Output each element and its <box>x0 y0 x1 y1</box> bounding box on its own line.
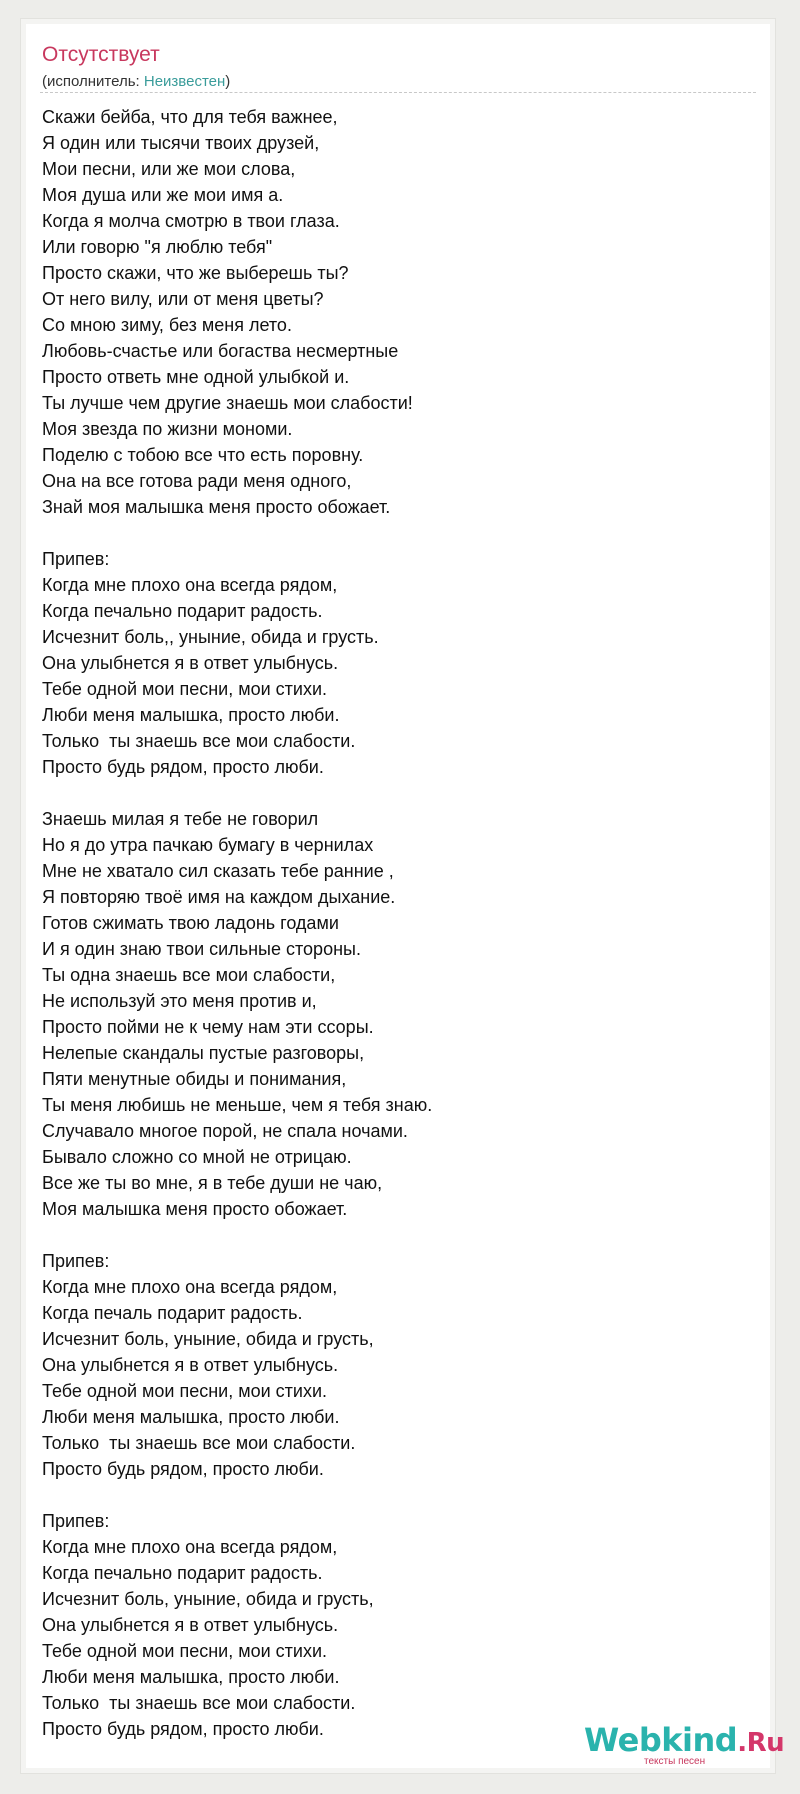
stanza-gap <box>42 780 742 806</box>
lyric-line: Нелепые скандалы пустые разговоры, <box>42 1043 365 1063</box>
lyric-line: Припев: <box>42 549 110 569</box>
lyric-line: Не используй это меня против и, <box>42 991 317 1011</box>
lyric-line: Она улыбнется я в ответ улыбнусь. <box>42 1355 339 1375</box>
lyric-line: Исчезнит боль, уныние, обида и грусть, <box>42 1329 374 1349</box>
lyric-line: Когда я молча смотрю в твои глаза. <box>42 211 340 231</box>
lyric-line: Готов сжимать твою ладонь годами <box>42 913 339 933</box>
lyric-line: Просто пойми не к чему нам эти ссоры. <box>42 1017 374 1037</box>
lyric-line: Мои песни, или же мои слова, <box>42 159 296 179</box>
lyric-line: Ты лучше чем другие знаешь мои слабости! <box>42 393 413 413</box>
lyric-line: Просто будь рядом, просто люби. <box>42 757 324 777</box>
lyric-line: И я один знаю твои сильные стороны. <box>42 939 361 959</box>
lyric-line: Тебе одной мои песни, мои стихи. <box>42 1381 328 1401</box>
lyric-line: От него вилу, или от меня цветы? <box>42 289 324 309</box>
lyric-line: Со мною зиму, без меня лето. <box>42 315 292 335</box>
artist-link[interactable]: Неизвестен <box>143 73 226 90</box>
lyric-line: Пяти менутные обиды и понимания, <box>42 1069 347 1089</box>
lyric-line: Я повторяю твоё имя на каждом дыхание. <box>42 887 396 907</box>
lyric-line: Когда печально подарит радость. <box>42 1563 323 1583</box>
stanza-gap <box>42 520 742 546</box>
lyric-line: Тебе одной мои песни, мои стихи. <box>42 1641 328 1661</box>
lyric-line: Бывало сложно со мной не отрицаю. <box>42 1147 352 1167</box>
lyric-line: Знай моя малышка меня просто обожает. <box>42 497 391 517</box>
lyric-line: Или говорю "я люблю тебя" <box>42 237 273 257</box>
lyric-line: Исчезнит боль, уныние, обида и грусть, <box>42 1589 374 1609</box>
lyric-line: Моя звезда по жизни мономи. <box>42 419 293 439</box>
lyric-line: Знаешь милая я тебе не говорил <box>42 809 319 829</box>
artist-prefix: (исполнитель: <box>42 73 144 90</box>
lyric-line: Все же ты во мне, я в тебе души не чаю, <box>42 1173 383 1193</box>
lyric-line: Мне не хватало сил сказать тебе ранние , <box>42 861 394 881</box>
lyric-line: Ты одна знаешь все мои слабости, <box>42 965 336 985</box>
lyric-line: Моя душа или же мои имя а. <box>42 185 284 205</box>
lyric-line: Люби меня малышка, просто люби. <box>42 1667 340 1687</box>
lyric-line: Люби меня малышка, просто люби. <box>42 1407 340 1427</box>
lyric-line: Когда мне плохо она всегда рядом, <box>42 575 338 595</box>
lyric-line: Только ты знаешь все мои слабости. <box>42 1693 356 1713</box>
logo-name: Webkind <box>584 1721 738 1759</box>
lyric-line: Когда мне плохо она всегда рядом, <box>42 1537 338 1557</box>
artist-line <box>42 73 230 91</box>
lyric-line: Когда мне плохо она всегда рядом, <box>42 1277 338 1297</box>
lyric-line: Она улыбнется я в ответ улыбнусь. <box>42 653 339 673</box>
lyric-line: Припев: <box>42 1511 110 1531</box>
lyric-line: Я один или тысячи твоих друзей, <box>42 133 320 153</box>
lyric-line: Любовь-счастье или богаства несмертные <box>42 341 399 361</box>
lyric-line: Люби меня малышка, просто люби. <box>42 705 340 725</box>
title-divider <box>40 92 756 93</box>
lyric-line: Когда печаль подарит радость. <box>42 1303 303 1323</box>
lyrics-body <box>42 104 742 1742</box>
lyric-line: Но я до утра пачкаю бумагу в чернилах <box>42 835 374 855</box>
lyric-line: Только ты знаешь все мои слабости. <box>42 1433 356 1453</box>
lyric-line: Скажи бейба, что для тебя важнее, <box>42 107 338 127</box>
logo-tagline: тексты песен <box>644 1756 706 1767</box>
lyric-line: Только ты знаешь все мои слабости. <box>42 731 356 751</box>
site-logo[interactable] <box>584 1721 785 1770</box>
song-title: Отсутствует <box>42 43 160 66</box>
lyric-line: Просто ответь мне одной улыбкой и. <box>42 367 350 387</box>
stanza-gap <box>42 1482 742 1508</box>
lyric-line: Припев: <box>42 1251 110 1271</box>
stanza-gap <box>42 1222 742 1248</box>
lyric-line: Когда печально подарит радость. <box>42 601 323 621</box>
lyric-line: Исчезнит боль,, уныние, обида и грусть. <box>42 627 379 647</box>
logo-tld: .Ru <box>737 1728 785 1758</box>
lyric-line: Просто скажи, что же выберешь ты? <box>42 263 349 283</box>
lyric-line: Просто будь рядом, просто люби. <box>42 1459 324 1479</box>
lyric-line: Она на все готова ради меня одного, <box>42 471 352 491</box>
lyric-line: Тебе одной мои песни, мои стихи. <box>42 679 328 699</box>
lyric-line: Ты меня любишь не меньше, чем я тебя знаю. <box>42 1095 433 1115</box>
lyric-line: Она улыбнется я в ответ улыбнусь. <box>42 1615 339 1635</box>
lyric-line: Моя малышка меня просто обожает. <box>42 1199 348 1219</box>
artist-suffix: ) <box>225 73 231 90</box>
lyric-line: Просто будь рядом, просто люби. <box>42 1719 324 1739</box>
lyric-line: Поделю с тобою все что есть поровну. <box>42 445 364 465</box>
lyric-line: Случавало многое порой, не спала ночами. <box>42 1121 408 1141</box>
